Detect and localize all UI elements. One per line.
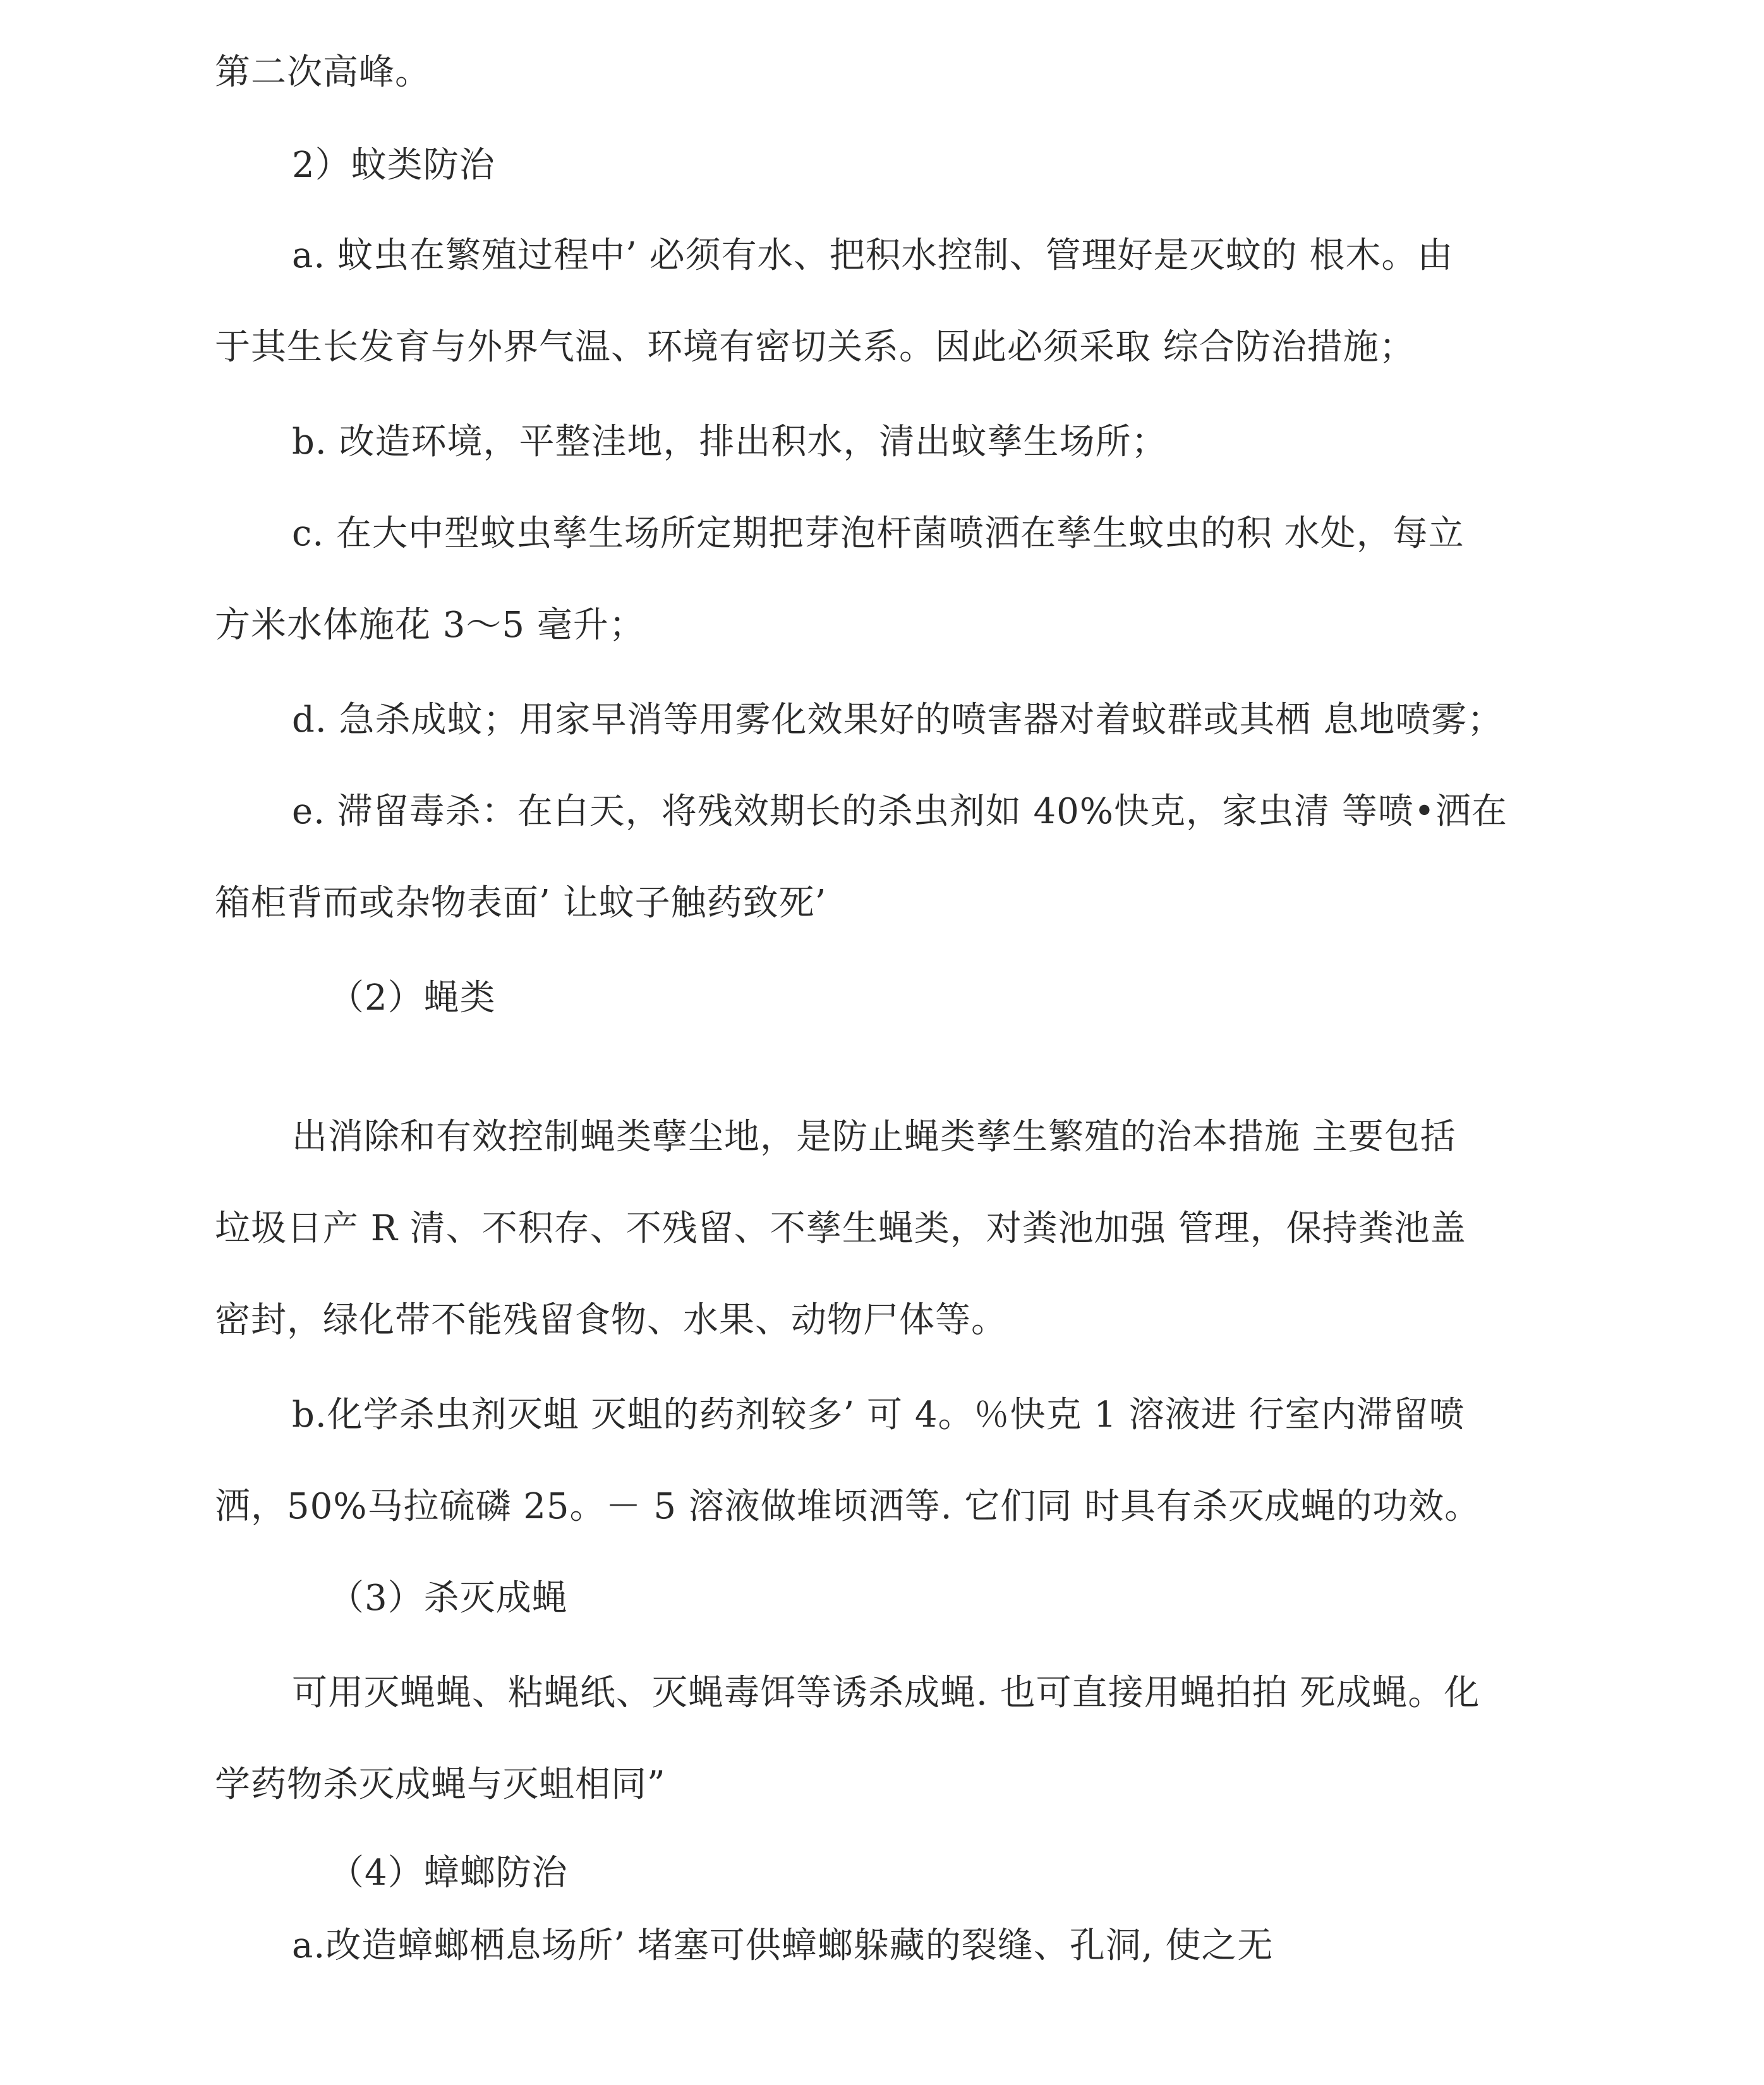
section-heading: （4）蟑螂防治 (329, 1852, 568, 1894)
text-line: 密封，绿化带不能残留食物、水果、动物尸体等。 (215, 1300, 1007, 1341)
section-heading: （3）杀灭成蝇 (329, 1578, 568, 1619)
text-line: 箱柜背而或杂物表面’ 让蚊子触药致死’ (215, 883, 827, 924)
section-heading: （2）蝇类 (329, 977, 496, 1018)
text-line: 出消除和有效控制蝇类孽尘地，是防止蝇类孳生繁殖的治本措施 主要包括 (292, 1116, 1456, 1157)
text-line: 洒，50%马拉硫磷 25。－ 5 溶液做堆顷洒等. 它们同 时具有杀灭成蝇的功效。 (215, 1486, 1481, 1527)
text-line: 垃圾日产 R 清、不积存、不残留、不孳生蝇类，对粪池加强 管理，保持粪池盖 (215, 1208, 1466, 1249)
text-line: e. 滞留毒杀：在白天，将残效期长的杀虫剂如 40%快克，家虫清 等喷•洒在 (292, 791, 1507, 832)
text-line: 学药物杀灭成蝇与灭蛆相同” (215, 1764, 666, 1805)
section-heading: 2）蚊类防治 (292, 145, 495, 186)
text-line: d. 急杀成蚊；用家早消等用雾化效果好的喷害器对着蚊群或其栖 息地喷雾； (292, 699, 1504, 740)
text-line: b. 改造环境，平整洼地，排出积水，清出蚊孳生场所； (292, 421, 1168, 462)
text-line: b.化学杀虫剂灭蛆 灭蛆的药剂较多’ 可 4。％快克 1 溶液进 行室内滞留喷 (292, 1394, 1465, 1435)
text-line: 于其生长发育与外界气温、环境有密切关系。因此必须采取 综合防治措施； (215, 327, 1415, 368)
text-line: 第二次高峰。 (215, 52, 431, 93)
text-line: a.改造蟑螂栖息场所’ 堵塞可供蟑螂躲藏的裂缝、孔洞, 使之无 (292, 1925, 1274, 1966)
text-line: 可用灭蝇蝇、粘蝇纸、灭蝇毒饵等诱杀成蝇. 也可直接用蝇拍拍 死成蝇。化 (292, 1672, 1480, 1713)
text-line: a. 蚊虫在繁殖过程中’ 必须有水、把积水控制、管理好是灭蚊的 根木。由 (292, 235, 1454, 276)
text-line: 方米水体施花 3〜5 毫升； (215, 605, 645, 646)
text-line: c. 在大中型蚊虫孳生场所定期把芽泡杆菌喷洒在孳生蚊虫的积 水处，每立 (292, 513, 1465, 554)
